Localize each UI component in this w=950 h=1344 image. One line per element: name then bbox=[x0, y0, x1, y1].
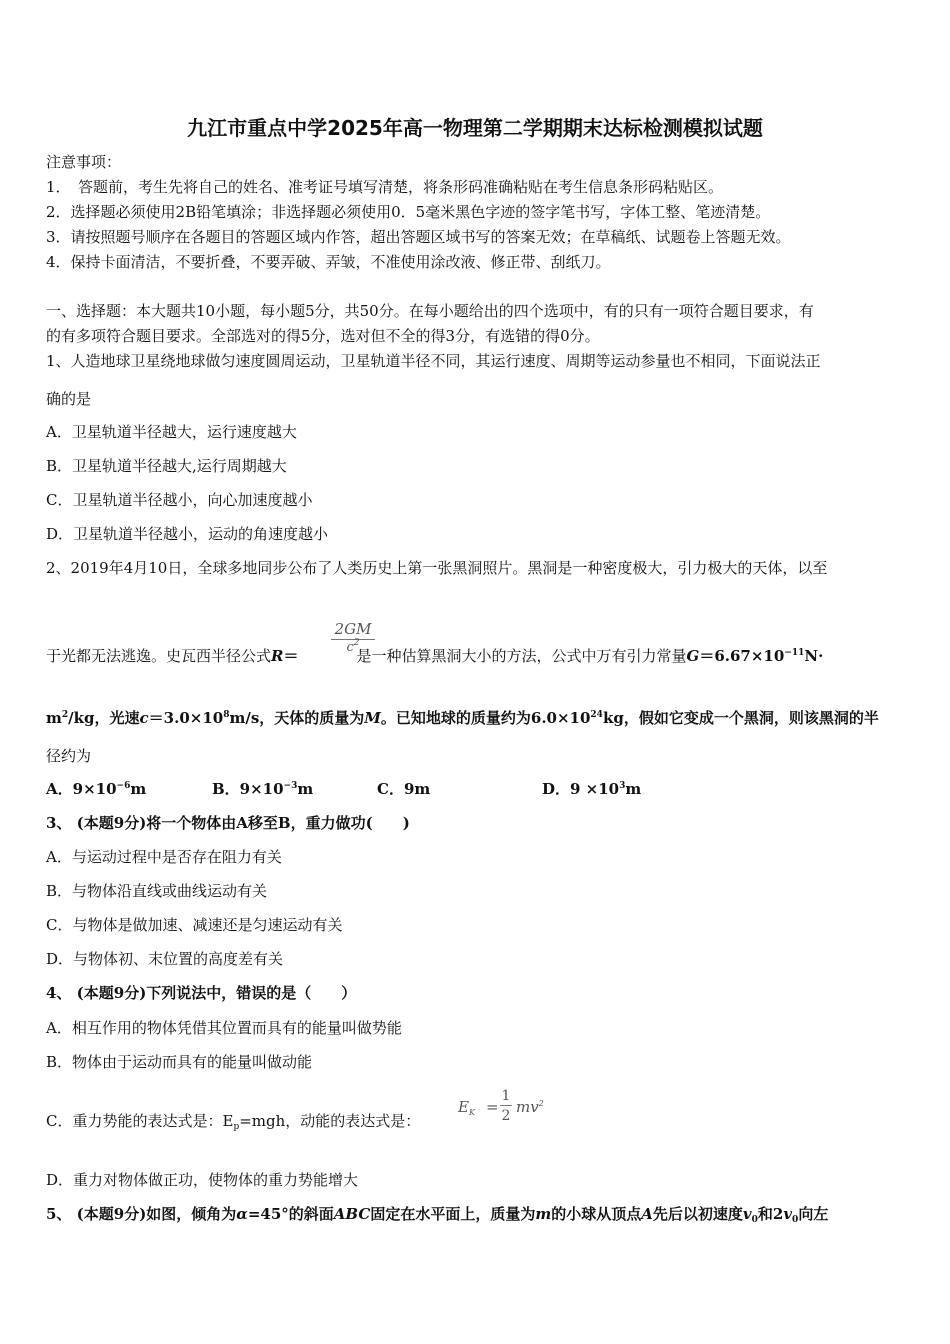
q5-text-d: 的小球从顶点 bbox=[551, 1205, 642, 1223]
q4-option-c bbox=[46, 1111, 420, 1131]
notice-item-1: 1． 答题前，考生先将自己的姓名、准考证号填写清楚，将条形码准确粘贴在考生信息条形码粘贴区。 bbox=[46, 178, 724, 196]
q2-m-exponent: 2 bbox=[61, 710, 69, 720]
q2-option-d-unit: m bbox=[625, 780, 642, 798]
q2-symbol-mass: M bbox=[364, 709, 381, 727]
ek-exponent: 2 bbox=[538, 1099, 544, 1108]
q3-option-b: B．与物体沿直线或曲线运动有关 bbox=[46, 882, 268, 900]
q3-stem: 3、 (本题9分)将一个物体由A移至B，重力做功( ) bbox=[46, 814, 410, 832]
q5-v0b-sub: 0 bbox=[792, 1215, 799, 1225]
q2-option-a-exponent: −6 bbox=[116, 781, 131, 791]
q2-option-d-exponent: 3 bbox=[619, 781, 626, 791]
q5-a: A bbox=[641, 1205, 653, 1223]
q2-option-b bbox=[212, 779, 377, 799]
ek-subscript: K bbox=[468, 1108, 475, 1117]
ek-equals: = bbox=[486, 1098, 499, 1116]
q2-symbol-c: c bbox=[139, 709, 149, 727]
q2-option-b-exponent: −3 bbox=[283, 781, 298, 791]
schwarzschild-fraction bbox=[331, 620, 375, 655]
q2-option-d-text: D．9 ×10 bbox=[542, 780, 620, 798]
q2-text-a: 于光都无法逃逸。史瓦西半径公式 bbox=[46, 647, 272, 665]
fraction-denominator-exponent: 2 bbox=[353, 638, 360, 648]
q3-option-d: D．与物体初、末位置的高度差有关 bbox=[46, 950, 284, 968]
q2-symbol-g: G bbox=[686, 647, 700, 665]
q2-text-kg: /kg，光速 bbox=[68, 709, 140, 727]
q1-option-b: B．卫星轨道半径越大,运行周期越大 bbox=[46, 457, 287, 475]
q5-alpha: α bbox=[236, 1205, 248, 1223]
q5-v0b: v bbox=[783, 1205, 793, 1223]
notice-item-3: 3．请按照题号顺序在各题目的答题区域内作答，超出答题区域书写的答案无效；在草稿纸、试题卷上答题无效。 bbox=[46, 228, 791, 246]
q2-option-d bbox=[542, 779, 641, 799]
q2-text-end: kg，假如它变成一个黑洞，则该黑洞的半 bbox=[602, 709, 879, 727]
q2-c-value: ＝3.0×10 bbox=[148, 709, 224, 727]
q2-options bbox=[46, 779, 641, 799]
q1-stem-line2: 确的是 bbox=[46, 390, 92, 408]
q5-stem-line1 bbox=[46, 1204, 828, 1224]
q5-text-e: 先后以初速度 bbox=[652, 1205, 743, 1223]
q4-option-a: A．相互作用的物体凭借其位置而具有的能量叫做势能 bbox=[46, 1019, 402, 1037]
q4-option-c-text-b: =mgh，动能的表达式是： bbox=[239, 1112, 421, 1130]
q2-option-a bbox=[46, 779, 212, 799]
section-instructions-line1: 一、选择题：本大题共10小题，每小题5分，共50分。在每小题给出的四个选项中，有的只有一项符合题目要求，有 bbox=[46, 302, 814, 320]
q2-g-value: ＝6.67×10 bbox=[699, 647, 785, 665]
q4-option-c-sub: p bbox=[233, 1122, 240, 1132]
q5-text-b: =45°的斜面 bbox=[247, 1205, 334, 1223]
q2-text-b: 是一种估算黑洞大小的方法，公式中万有引力常量 bbox=[356, 647, 687, 665]
q2-equals: ＝ bbox=[283, 647, 299, 665]
q4-option-d: D．重力对物体做正功，使物体的重力势能增大 bbox=[46, 1171, 359, 1189]
ek-fraction-numerator: 1 bbox=[501, 1088, 511, 1104]
q2-c-unit: m/s，天体的质量为 bbox=[229, 709, 365, 727]
fraction-denominator-c: c bbox=[346, 640, 354, 655]
fraction-denominator bbox=[331, 640, 375, 655]
q1-option-d: D．卫星轨道半径越小，运动的角速度越小 bbox=[46, 525, 329, 543]
q2-option-a-text: A．9×10 bbox=[46, 780, 117, 798]
q1-option-c: C．卫星轨道半径越小，向心加速度越小 bbox=[46, 491, 313, 509]
q4-option-c-text-a: C．重力势能的表达式是：E bbox=[46, 1112, 234, 1130]
q5-v0: v bbox=[742, 1205, 752, 1223]
notice-item-2: 2．选择题必须使用2B铅笔填涂；非选择题必须使用0．5毫米黑色字迹的签字笔书写，字体工整、笔迹清楚。 bbox=[46, 203, 771, 221]
q3-option-c: C．与物体是做加速、减速还是匀速运动有关 bbox=[46, 916, 343, 934]
q2-text-m: m bbox=[46, 709, 62, 727]
q2-c-exponent: 8 bbox=[223, 710, 230, 720]
q2-mass-exponent: 24 bbox=[590, 710, 603, 720]
ek-mv bbox=[516, 1098, 544, 1116]
notice-heading: 注意事项： bbox=[46, 153, 122, 171]
q2-option-c: C．9m bbox=[377, 780, 431, 798]
ek-fraction-denominator: 2 bbox=[501, 1108, 511, 1124]
q2-stem-line2 bbox=[46, 646, 823, 666]
q2-stem-line1: 2、2019年4月10日，全球多地同步公布了人类历史上第一张黑洞照片。黑洞是一种密度极大，引力极大的天体，以至 bbox=[46, 559, 828, 577]
ek-e: E bbox=[458, 1098, 469, 1116]
q5-abc: ABC bbox=[333, 1205, 371, 1223]
fraction-numerator: 2GM bbox=[331, 620, 375, 640]
section-instructions-line2: 的有多项符合题目要求。全部选对的得5分，选对但不全的得3分，有选错的得0分。 bbox=[46, 327, 600, 345]
q2-g-exponent: −11 bbox=[784, 648, 805, 658]
q2-text-earth-mass: 。已知地球的质量约为6.0×10 bbox=[380, 709, 591, 727]
q5-text-f: 和2 bbox=[757, 1205, 784, 1223]
ek-mv-text: mv bbox=[516, 1098, 539, 1116]
q5-text-a: 5、 (本题9分)如图，倾角为 bbox=[46, 1205, 237, 1223]
q1-option-a: A．卫星轨道半径越大，运行速度越大 bbox=[46, 423, 297, 441]
q1-stem-line1: 1、人造地球卫星绕地球做匀速度圆周运动，卫星轨道半径不同，其运行速度、周期等运动参量也不相同，下面说法正 bbox=[46, 352, 821, 370]
q5-text-g: 向左 bbox=[798, 1205, 829, 1223]
ek-symbol bbox=[458, 1098, 475, 1116]
q2-option-a-unit: m bbox=[130, 780, 147, 798]
q2-symbol-r: R bbox=[271, 647, 284, 665]
notice-item-4: 4．保持卡面清洁，不要折叠，不要弄破、弄皱，不准使用涂改液、修正带、刮纸刀。 bbox=[46, 253, 611, 271]
ek-fraction bbox=[500, 1087, 512, 1126]
page-title: 九江市重点中学2025年高一物理第二学期期末达标检测模拟试题 bbox=[187, 116, 763, 140]
q4-option-b: B．物体由于运动而具有的能量叫做动能 bbox=[46, 1053, 313, 1071]
q2-option-b-unit: m bbox=[297, 780, 314, 798]
q2-option-b-text: B．9×10 bbox=[212, 780, 284, 798]
q5-text-c: 固定在水平面上，质量为 bbox=[370, 1205, 536, 1223]
q3-option-a: A．与运动过程中是否存在阻力有关 bbox=[46, 848, 282, 866]
q5-m: m bbox=[535, 1205, 552, 1223]
q2-stem-line3 bbox=[46, 708, 879, 728]
q2-g-unit: N· bbox=[804, 647, 824, 665]
q2-stem-line4: 径约为 bbox=[46, 747, 92, 765]
q4-stem: 4、 (本题9分)下列说法中，错误的是（ ） bbox=[46, 984, 357, 1002]
q5-v0-sub: 0 bbox=[751, 1215, 758, 1225]
